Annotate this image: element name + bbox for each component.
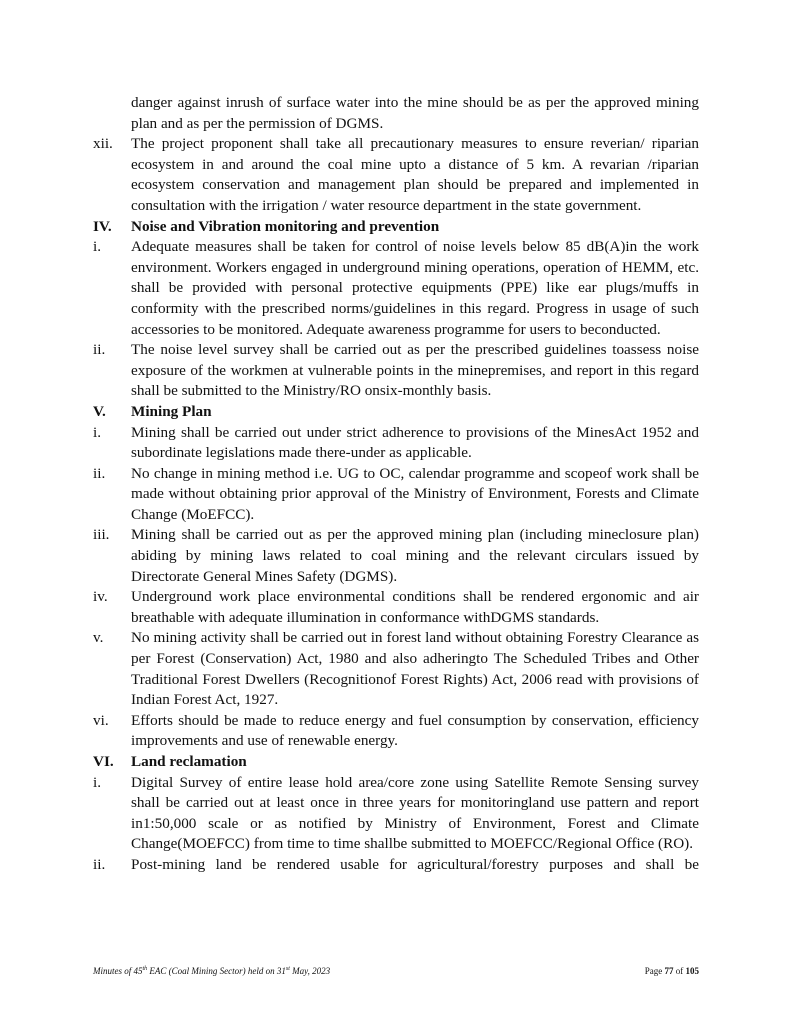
item-text: Digital Survey of entire lease hold area/core zone using Satellite Remote Sensing survey shall be carried out at least once in three years for monitoringland use pattern and report in1:50,000 scale or as notified by Ministry of Environment, Forest and Climate Change(MOEFCC) from time to time shallbe submitted to MOEFCC/Regional Office (RO). <box>131 773 699 853</box>
item-text: Adequate measures shall be taken for control of noise levels below 85 dB(A)in the work environment. Workers engaged in underground mining operations, operation of HEMM, etc. shall be provided with personal protective equipments (PPE) like ear plugs/muffs in conformity with the prescribed norms/guidelines in this regard. Progress in usage of such accessories to be monitored. Adequate awareness programme for users to beconducted. <box>131 238 699 338</box>
list-item <box>93 237 699 340</box>
list-item <box>93 711 699 752</box>
list-item <box>93 587 699 628</box>
list-item <box>93 464 699 526</box>
section-heading <box>93 752 699 773</box>
section-heading <box>93 217 699 238</box>
item-label: ii. <box>93 464 106 482</box>
page-footer <box>93 966 699 976</box>
item-text: Mining shall be carried out as per the approved mining plan (including mineclosure plan) abiding by mining laws related to coal mining and the relevant circulars issued by Directorate General Mines Safety (DGMS). <box>131 526 699 585</box>
paragraph-text: danger against inrush of surface water into the mine should be as per the approved mining plan and as per the permission of DGMS. <box>131 94 699 132</box>
item-label: ii. <box>93 341 106 359</box>
list-item <box>93 134 699 216</box>
list-item <box>93 423 699 464</box>
footer-title <box>93 966 330 976</box>
page-number <box>645 966 699 976</box>
item-text: No mining activity shall be carried out in forest land without obtaining Forestry Clearance as per Forest (Conservation) Act, 1980 and also adheringto The Scheduled Tribes and Other Traditional Forest Dwellers (Recognitionof Forest Rights) Act, 2006 read with provisions of Indian Forest Act, 1927. <box>131 629 699 709</box>
item-label: IV. <box>93 217 112 235</box>
item-label: i. <box>93 423 102 441</box>
item-text: Mining shall be carried out under strict adherence to provisions of the MinesAct 1952 and subordinate legislations made there-under as applicable. <box>131 423 699 462</box>
item-label: i. <box>93 238 102 256</box>
page-label: Page <box>644 966 665 976</box>
item-text: Efforts should be made to reduce energy and fuel consumption by conservation, efficiency improvements and use of renewable energy. <box>131 711 699 750</box>
section-title: Noise and Vibration monitoring and prevention <box>131 217 440 235</box>
footer-text: EAC (Coal Mining Sector) held on 31 <box>147 966 286 976</box>
item-label: iv. <box>93 588 108 606</box>
list-item <box>93 628 699 710</box>
item-label: VI. <box>93 753 114 770</box>
item-label: ii. <box>93 855 106 873</box>
list-item <box>93 773 699 855</box>
item-text: The noise level survey shall be carried out as per the prescribed guidelines toassess noise exposure of the workmen at vulnerable points in the minepremises, and report in this regard shall be submitted to the Ministry/RO onsix-monthly basis. <box>131 341 699 400</box>
item-text: Post-mining land be rendered usable for agricultural/forestry purposes and shall be <box>131 855 699 873</box>
item-label: i. <box>93 773 102 791</box>
list-item <box>93 855 699 876</box>
list-item <box>93 340 699 402</box>
item-label: iii. <box>93 526 110 544</box>
section-title: Land reclamation <box>131 753 247 770</box>
item-text: The project proponent shall take all precautionary measures to ensure reverian/ riparian ecosystem in and around the coal mine upto a distance of 5 km. A revarian /riparian ecosystem conservation and management plan should be prepared and implemented in consultation with the irrigation / water resource department in the state government. <box>131 135 699 214</box>
page-of: of <box>673 966 686 976</box>
item-text: No change in mining method i.e. UG to OC, calendar programme and scopeof work shall be made without obtaining prior approval of the Ministry of Environment, Forests and Climate Change (MoEFCC). <box>131 464 699 523</box>
page-current: 77 <box>664 966 674 976</box>
footer-sup: st <box>285 966 290 972</box>
list-item <box>93 525 699 587</box>
item-text: Underground work place environmental conditions shall be rendered ergonomic and air breathable with adequate illumination in conformance withDGMS standards. <box>131 588 699 626</box>
footer-sup: th <box>142 966 148 972</box>
page-total: 105 <box>685 966 699 976</box>
item-label: v. <box>93 629 104 647</box>
footer-text: May, 2023 <box>289 966 331 976</box>
content-blocks <box>93 134 699 875</box>
section-title: Mining Plan <box>131 402 212 420</box>
continuation-paragraph <box>93 93 699 134</box>
item-label: V. <box>93 402 106 420</box>
footer-text: Minutes of 45 <box>93 966 143 976</box>
document-page <box>93 93 699 876</box>
item-label: vi. <box>93 711 109 729</box>
item-label: xii. <box>93 135 113 153</box>
section-heading <box>93 402 699 423</box>
